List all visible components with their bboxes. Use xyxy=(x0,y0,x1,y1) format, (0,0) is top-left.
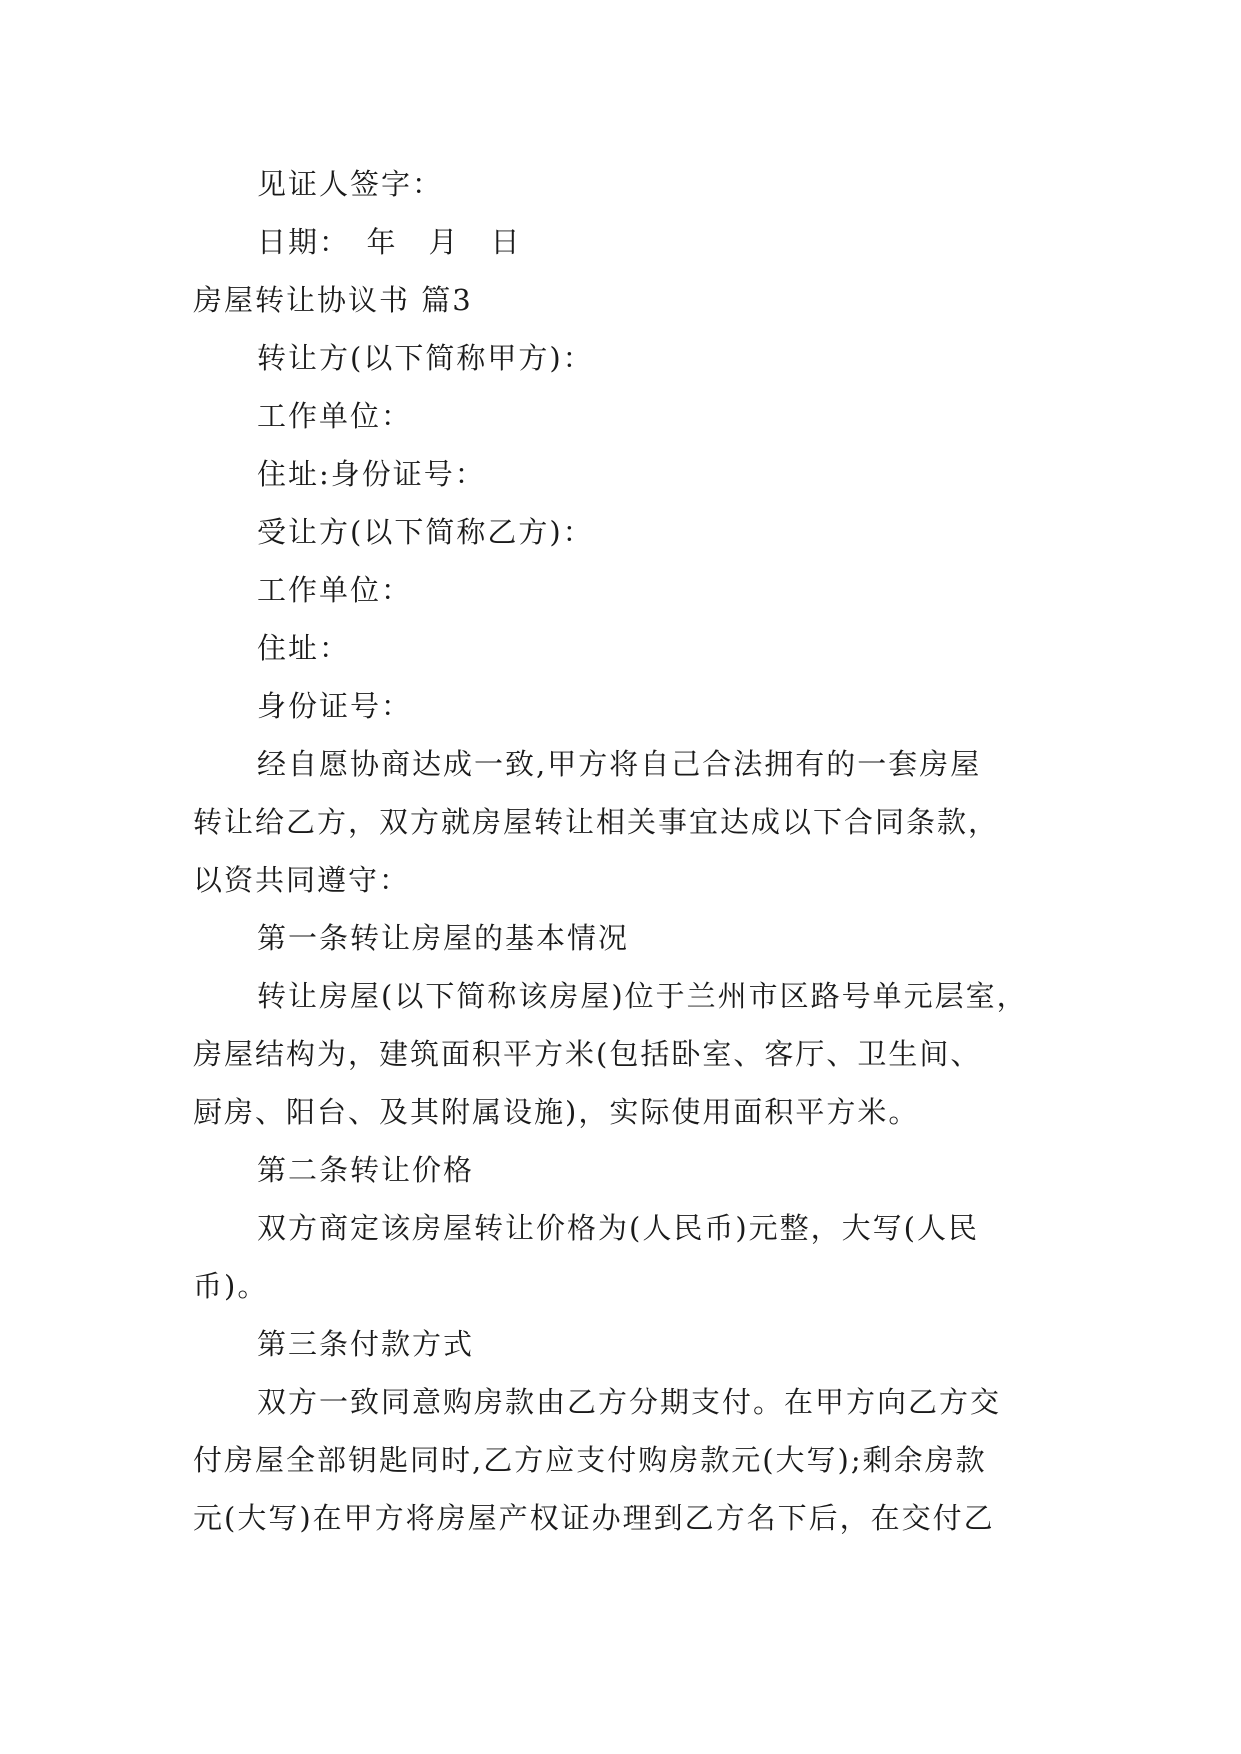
paragraph-line: 转让给乙方，双方就房屋转让相关事宜达成以下合同条款， xyxy=(193,805,1000,839)
article3-paragraph xyxy=(193,1373,1053,1547)
witness-signature-line: 见证人签字： xyxy=(257,167,444,201)
transferor-work-unit-line: 工作单位： xyxy=(257,399,413,433)
article1-heading: 第一条转让房屋的基本情况 xyxy=(257,921,630,955)
article2-paragraph xyxy=(193,1199,1053,1315)
transferor-line: 转让方(以下简称甲方)： xyxy=(257,341,594,375)
article2-heading: 第二条转让价格 xyxy=(257,1153,475,1187)
paragraph-line: 币)。 xyxy=(193,1269,269,1303)
article1-paragraph xyxy=(193,967,1053,1141)
article3-heading: 第三条付款方式 xyxy=(257,1327,475,1361)
transferee-id-line: 身份证号： xyxy=(257,689,413,723)
intro-paragraph xyxy=(193,735,1053,909)
paragraph-line: 经自愿协商达成一致,甲方将自己合法拥有的一套房屋 xyxy=(257,747,982,781)
transferee-line: 受让方(以下简称乙方)： xyxy=(257,515,594,549)
paragraph-line: 转让房屋(以下简称该房屋)位于兰州市区路号单元层室， xyxy=(257,979,1028,1013)
section-title: 房屋转让协议书 篇3 xyxy=(193,283,473,317)
date-line: 日期： 年 月 日 xyxy=(257,225,522,259)
paragraph-line: 房屋结构为，建筑面积平方米(包括卧室、客厅、卫生间、 xyxy=(193,1037,982,1071)
paragraph-line: 元(大写)在甲方将房屋产权证办理到乙方名下后，在交付乙 xyxy=(193,1501,995,1535)
paragraph-line: 付房屋全部钥匙同时,乙方应支付购房款元(大写);剩余房款 xyxy=(193,1443,987,1477)
transferor-address-id-line: 住址:身份证号： xyxy=(257,457,486,491)
paragraph-line: 以资共同遵守： xyxy=(193,863,411,897)
transferee-address-line: 住址： xyxy=(257,631,351,665)
paragraph-line: 双方商定该房屋转让价格为(人民币)元整，大写(人民 xyxy=(257,1211,979,1245)
paragraph-line: 厨房、阳台、及其附属设施)，实际使用面积平方米。 xyxy=(193,1095,920,1129)
paragraph-line: 双方一致同意购房款由乙方分期支付。在甲方向乙方交 xyxy=(257,1385,1002,1419)
document-body xyxy=(193,155,1053,1547)
transferee-work-unit-line: 工作单位： xyxy=(257,573,413,607)
